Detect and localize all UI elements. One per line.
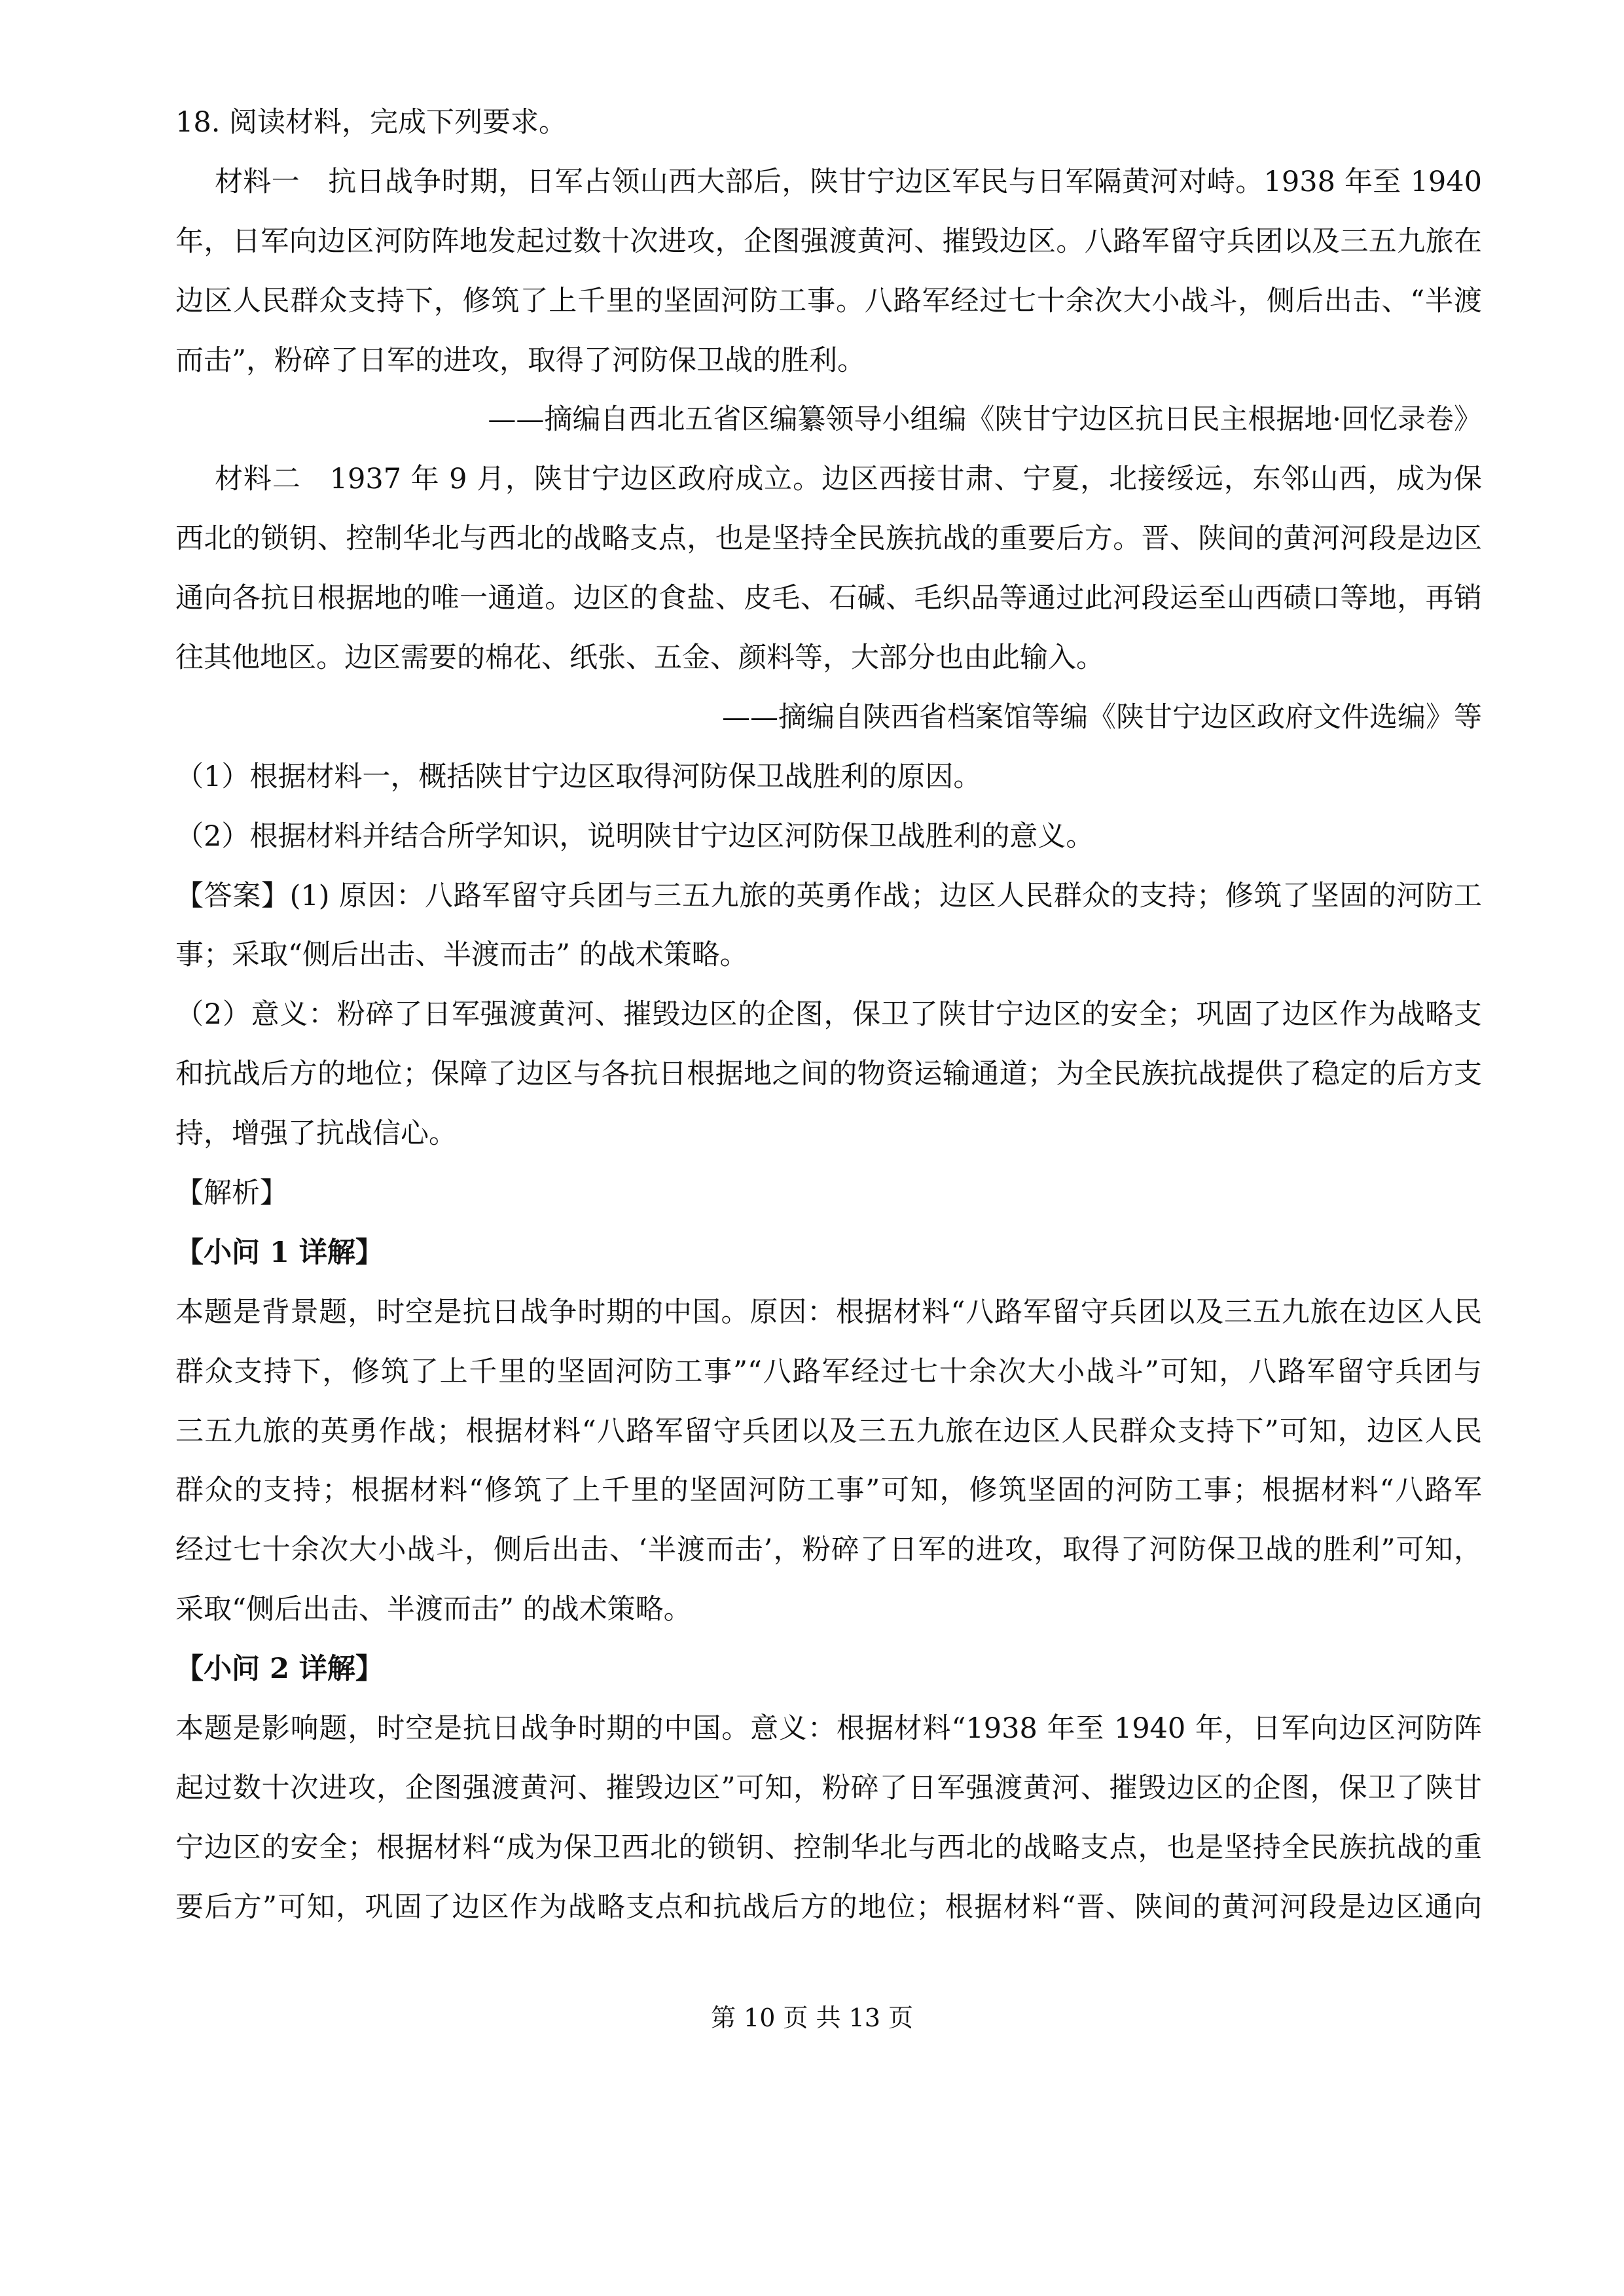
page-footer: 第 10 页 共 13 页 xyxy=(710,2003,914,2032)
text-line: 通向各抗日根据地的唯一通道。边区的食盐、皮毛、石碱、毛织品等通过此河段运至山西碛口等地，再销 xyxy=(175,582,1482,615)
text-line: 要后方”可知，巩固了边区作为战略支点和抗战后方的地位；根据材料“晋、陕间的黄河河段是边区通向 xyxy=(175,1890,1482,1924)
source-citation: ——摘编自西北五省区编纂领导小组编《陕甘宁边区抗日民主根据地·回忆录卷》 xyxy=(488,403,1482,437)
text-line: 群众支持下，修筑了上千里的坚固河防工事”“八路军经过七十余次大小战斗”可知，八路军留守兵团与 xyxy=(175,1355,1482,1388)
text-line: 材料一 抗日战争时期，日军占领山西大部后，陕甘宁边区军民与日军隔黄河对峙。1938 年至 1940 xyxy=(215,165,1482,198)
text-line: 西北的锁钥、控制华北与西北的战略支点，也是坚持全民族抗战的重要后方。晋、陕间的黄河河段是边区 xyxy=(175,522,1482,556)
text-line: 18. 阅读材料，完成下列要求。 xyxy=(175,106,568,139)
text-line: 宁边区的安全；根据材料“成为保卫西北的锁钥、控制华北与西北的战略支点，也是坚持全民族抗战的重 xyxy=(175,1831,1482,1864)
text-line: 起过数十次进攻，企图强渡黄河、摧毁边区”可知，粉碎了日军强渡黄河、摧毁边区的企图，保卫了陕甘 xyxy=(175,1771,1482,1804)
text-line: 采取“侧后出击、半渡而击” 的战术策略。 xyxy=(175,1593,692,1626)
text-line: 材料二 1937 年 9 月，陕甘宁边区政府成立。边区西接甘肃、宁夏，北接绥远，东邻山西，成为保 xyxy=(215,463,1482,496)
text-line: （1）根据材料一，概括陕甘宁边区取得河防保卫战胜利的原因。 xyxy=(175,760,982,793)
text-line: 群众的支持；根据材料“修筑了上千里的坚固河防工事”可知，修筑坚固的河防工事；根据材料“八路军 xyxy=(175,1474,1482,1507)
text-line: 而击”，粉碎了日军的进攻，取得了河防保卫战的胜利。 xyxy=(175,344,865,377)
text-line: 本题是影响题，时空是抗日战争时期的中国。意义：根据材料“1938 年至 1940 年，日军向边区河防阵 xyxy=(175,1712,1482,1746)
text-line: （2）根据材料并结合所学知识，说明陕甘宁边区河防保卫战胜利的意义。 xyxy=(175,819,1094,853)
text-line: 三五九旅的英勇作战；根据材料“八路军留守兵团以及三五九旅在边区人民群众支持下”可知，边区人民 xyxy=(175,1414,1482,1448)
text-line: 和抗战后方的地位；保障了边区与各抗日根据地之间的物资运输通道；为全民族抗战提供了稳定的后方支 xyxy=(175,1058,1482,1091)
text-line: 【解析】 xyxy=(175,1177,288,1210)
text-line: 经过七十余次大小战斗，侧后出击、‘半渡而击’，粉碎了日军的进攻，取得了河防保卫战的胜利”可知， xyxy=(175,1534,1482,1567)
text-line: 本题是背景题，时空是抗日战争时期的中国。原因：根据材料“八路军留守兵团以及三五九旅在边区人民 xyxy=(175,1295,1482,1329)
text-line: 事；采取“侧后出击、半渡而击” 的战术策略。 xyxy=(175,939,748,972)
text-line: 往其他地区。边区需要的棉花、纸张、五金、颜料等，大部分也由此输入。 xyxy=(175,641,1104,675)
text-line: 年，日军向边区河防阵地发起过数十次进攻，企图强渡黄河、摧毁边区。八路军留守兵团以及三五九旅在 xyxy=(175,224,1482,258)
text-line: 持，增强了抗战信心。 xyxy=(175,1117,457,1151)
text-line: 【答案】(1) 原因：八路军留守兵团与三五九旅的英勇作战；边区人民群众的支持；修筑了坚固的河防工 xyxy=(175,879,1482,912)
source-citation: ——摘编自陕西省档案馆等编《陕甘宁边区政府文件选编》等 xyxy=(722,700,1482,734)
text-line: 边区人民群众支持下，修筑了上千里的坚固河防工事。八路军经过七十余次大小战斗，侧后出击、“半渡 xyxy=(175,284,1482,317)
text-line: 【小问 1 详解】 xyxy=(175,1236,384,1269)
document-body xyxy=(175,93,1482,1937)
text-line: 【小问 2 详解】 xyxy=(175,1653,384,1686)
text-line: （2）意义：粉碎了日军强渡黄河、摧毁边区的企图，保卫了陕甘宁边区的安全；巩固了边区作为战略支 xyxy=(175,998,1482,1031)
